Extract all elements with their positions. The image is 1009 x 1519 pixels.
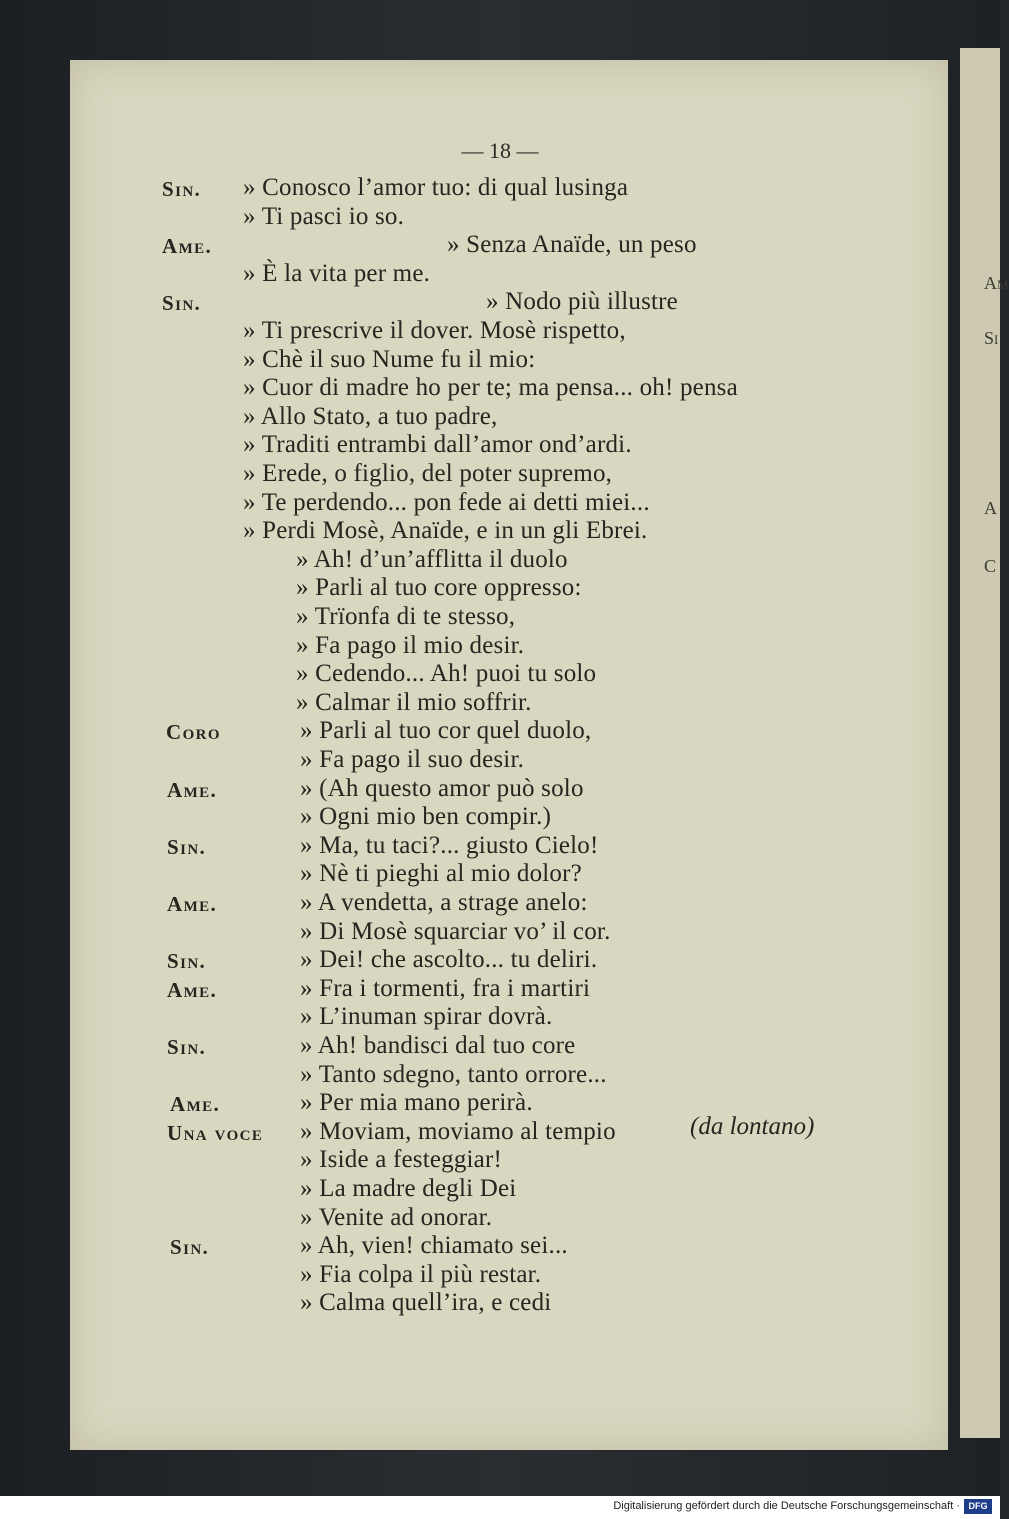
stage-direction: (da lontano) (690, 1113, 815, 1140)
verse-line: » A vendetta, a strage anelo: (300, 889, 588, 916)
speaker-label: Ame. (167, 977, 218, 1002)
verse-line: » L’inuman spirar dovrà. (300, 1003, 553, 1031)
verse-line: » Ti prescrive il dover. Mosè rispetto, (243, 317, 626, 344)
speaker-label: Sin. (162, 291, 202, 316)
verse-line: » Moviam, moviamo al tempio (300, 1117, 616, 1145)
verse-line: » È la vita per me. (243, 259, 431, 287)
verse-line: » Per mia mano perirà. (300, 1089, 533, 1117)
verse-line: » Cuor di madre ho per te; ma pensa... oh! pensa (243, 374, 738, 402)
verse-line: » Calmar il mio soffrir. (296, 688, 532, 716)
verse-line: » Dei! che ascolto... tu deliri. (300, 946, 598, 974)
verse-line: » Ma, tu taci?... giusto Cielo! (300, 831, 599, 859)
verse-line: » Conosco l’amor tuo: di qual lusinga (243, 174, 629, 201)
dfg-logo-icon: DFG (964, 1499, 992, 1514)
verse-line: » Trïonfa di te stesso, (296, 603, 516, 630)
verse-line: » Te perdendo... pon fede ai detti miei... (243, 488, 650, 516)
speaker-label: Una voce (167, 1120, 264, 1145)
verse-line: » Tanto sdegno, tanto orrore... (300, 1060, 607, 1088)
adjacent-fragment: Si (984, 328, 999, 348)
adjacent-fragment: Am (984, 273, 1009, 293)
verse-line: » Fra i tormenti, fra i martiri (300, 974, 591, 1002)
verse-line: » Perdi Mosè, Anaïde, e in un gli Ebrei. (243, 517, 648, 545)
verse-line: » (Ah questo amor può solo (300, 774, 584, 802)
verse-line: » Ti pasci io so. (243, 202, 405, 230)
footer-bar (0, 1496, 1000, 1519)
verse-line: » Erede, o figlio, del poter supremo, (243, 460, 613, 487)
speaker-label: Ame. (162, 234, 213, 259)
verse-line: » Calma quell’ira, e cedi (300, 1289, 552, 1317)
speaker-label: Sin. (167, 834, 207, 859)
verse-line: » Fa pago il mio desir. (296, 631, 525, 659)
verse-line: » Nè ti pieghi al mio dolor? (300, 860, 582, 888)
speaker-label: Coro (166, 720, 221, 745)
adjacent-fragment: A (984, 498, 997, 518)
verse-line: » Nodo più illustre (486, 288, 678, 316)
speaker-label: Sin. (162, 177, 202, 201)
verse-line: » Traditi entrambi dall’amor ond’ardi. (243, 431, 632, 459)
speaker-label: Ame. (170, 1092, 221, 1117)
adjacent-fragment: C (984, 556, 997, 576)
speaker-label: Sin. (167, 1035, 207, 1059)
speaker-label: Sin. (170, 1235, 210, 1260)
verse-line: » Ogni mio ben compir.) (300, 803, 552, 831)
verse-line: » Di Mosè squarciar vo’ il cor. (300, 917, 611, 945)
verse-line: » La madre degli Dei (300, 1175, 517, 1202)
verse-line: » Parli al tuo core oppresso: (296, 574, 582, 602)
verse-line: » Chè il suo Nume fu il mio: (243, 345, 536, 373)
verse-line: » Senza Anaïde, un peso (447, 231, 697, 259)
page-number: — 18 — (461, 138, 539, 163)
verse-line: » Ah! d’un’afflitta il duolo (296, 545, 568, 573)
verse-line: » Allo Stato, a tuo padre, (243, 402, 498, 430)
verse-line: » Venite ad onorar. (300, 1203, 493, 1231)
verse-line: » Parli al tuo cor quel duolo, (300, 717, 592, 745)
adjacent-page-edge (960, 48, 1009, 1438)
footer-credit: Digitalisierung gefördert durch die Deutsche Forschungsgemeinschaft · (613, 1500, 960, 1512)
verse-line: » Ah! bandisci dal tuo core (300, 1032, 576, 1059)
speaker-label: Ame. (167, 777, 218, 802)
verse-line: » Cedendo... Ah! puoi tu solo (296, 660, 597, 688)
speaker-label: Ame. (167, 892, 218, 916)
verse-line: » Fa pago il suo desir. (300, 746, 525, 773)
verse-line: » Fia colpa il più restar. (300, 1260, 542, 1288)
verse-line: » Iside a festeggiar! (300, 1146, 503, 1174)
speaker-label: Sin. (167, 949, 207, 974)
verse-line: » Ah, vien! chiamato sei... (300, 1232, 568, 1260)
